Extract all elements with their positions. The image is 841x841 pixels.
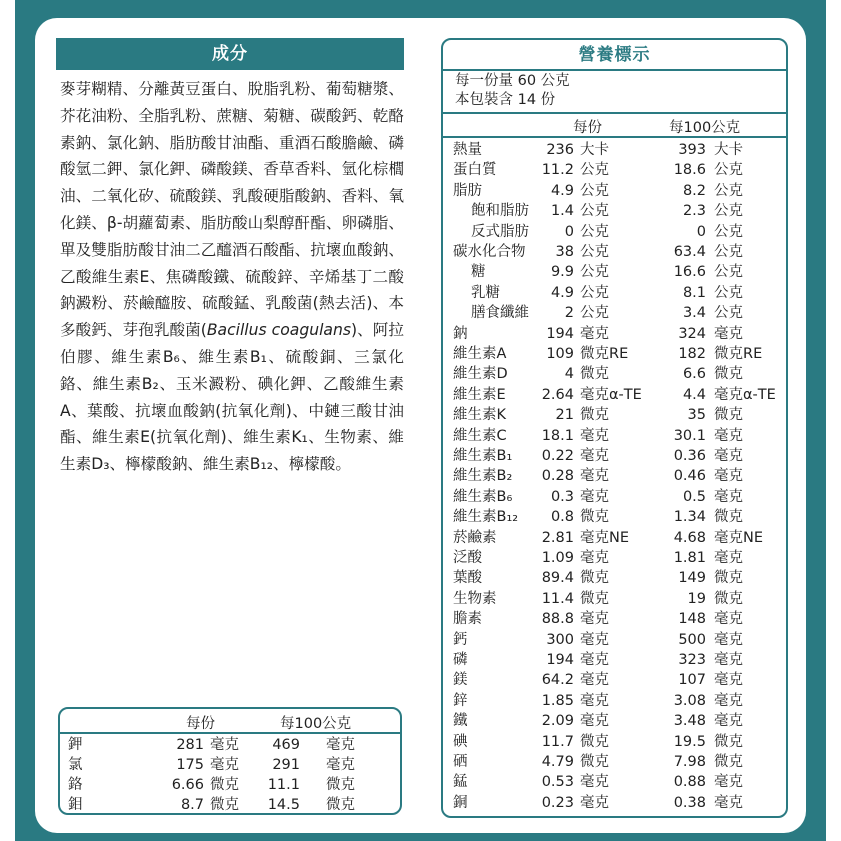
nutrient-unit-per-100: 毫克NE — [714, 529, 764, 546]
nutrition-row — [443, 711, 786, 731]
minerals-col-per-serving: 每份 — [186, 716, 215, 732]
nutrient-unit-per-serving: 毫克NE — [580, 529, 630, 546]
nutrient-value-per-100: 500 — [678, 631, 706, 648]
nutrient-unit-per-100: 毫克 — [714, 774, 743, 791]
mineral-unit-per-serving: 微克 — [210, 777, 239, 793]
nutrient-unit-per-serving: 毫克 — [580, 692, 609, 709]
mineral-value-per-100: 291 — [272, 757, 300, 773]
nutrient-value-per-serving: 300 — [546, 631, 574, 648]
nutrient-value-per-serving: 2.64 — [541, 386, 574, 403]
nutrient-value-per-100: 2.3 — [682, 203, 706, 220]
nutrition-row — [443, 732, 786, 752]
nutrient-value-per-100: 4.68 — [673, 529, 706, 546]
nutrition-row — [443, 609, 786, 629]
nutrient-unit-per-100: 毫克 — [714, 713, 743, 730]
nutrient-name: 鐵 — [453, 713, 468, 730]
nutrient-value-per-100: 3.48 — [673, 713, 706, 730]
nutrient-unit-per-serving: 毫克α-TE — [580, 386, 642, 403]
nutrition-header-rule — [443, 136, 786, 138]
nutrient-value-per-serving: 0.53 — [541, 774, 574, 791]
mineral-name: 鉬 — [68, 797, 83, 813]
mineral-value-per-serving: 175 — [176, 757, 204, 773]
nutrient-value-per-100: 63.4 — [673, 244, 706, 260]
nutrition-row — [443, 528, 786, 548]
nutrient-value-per-serving: 11.7 — [541, 733, 574, 750]
nutrient-unit-per-100: 毫克 — [714, 427, 743, 444]
nutrient-name: 維生素B₆ — [453, 488, 513, 505]
nutrient-value-per-serving: 4.9 — [550, 182, 574, 199]
nutrition-row — [443, 507, 786, 527]
nutrient-value-per-100: 149 — [678, 570, 706, 587]
nutrient-name: 磷 — [453, 652, 468, 668]
mineral-value-per-100: 11.1 — [267, 777, 300, 793]
minerals-row — [60, 795, 400, 815]
nutrient-name: 碘 — [453, 733, 468, 750]
nutrient-unit-per-100: 毫克 — [714, 631, 743, 648]
nutrient-unit-per-serving: 毫克 — [580, 325, 609, 342]
nutrient-unit-per-100: 毫克 — [714, 672, 743, 689]
nutrition-row — [443, 548, 786, 568]
nutrient-name: 鋅 — [453, 692, 468, 709]
nutrition-row — [443, 487, 786, 507]
nutrition-row — [443, 691, 786, 711]
nutrient-unit-per-100: 公克 — [714, 284, 743, 301]
nutrient-unit-per-serving: 微克 — [580, 570, 609, 587]
nutrient-value-per-serving: 0.3 — [550, 488, 574, 505]
nutrition-row — [443, 344, 786, 364]
nutrition-row — [443, 568, 786, 588]
nutrition-row — [443, 670, 786, 690]
nutrient-unit-per-100: 毫克 — [714, 325, 743, 342]
nutrient-unit-per-serving: 毫克 — [580, 488, 609, 505]
minerals-col-per-100: 每100公克 — [280, 716, 352, 732]
nutrient-unit-per-serving: 毫克 — [580, 550, 609, 566]
nutrient-name: 菸鹼素 — [453, 529, 497, 546]
nutrient-value-per-100: 16.6 — [673, 264, 706, 281]
mineral-value-per-100: 469 — [272, 737, 300, 753]
nutrient-name: 脂肪 — [453, 182, 482, 199]
minerals-table — [58, 707, 402, 815]
nutrient-unit-per-serving: 公克 — [580, 244, 609, 260]
nutrient-name: 葉酸 — [453, 570, 482, 587]
nutrient-name: 泛酸 — [453, 550, 482, 566]
nutrient-name: 維生素E — [453, 386, 506, 403]
nutrition-row — [443, 426, 786, 446]
nutrient-value-per-100: 19 — [687, 590, 706, 607]
nutrient-value-per-100: 6.6 — [682, 366, 706, 383]
nutrient-unit-per-100: 微克 — [714, 570, 743, 587]
mineral-name: 鉻 — [68, 777, 83, 793]
minerals-header — [60, 711, 400, 733]
nutrient-unit-per-100: 微克 — [714, 590, 743, 607]
nutrition-table — [441, 38, 788, 818]
nutrient-unit-per-serving: 公克 — [580, 284, 609, 301]
nutrient-unit-per-serving: 毫克 — [580, 611, 609, 628]
nutrient-name: 鈣 — [453, 631, 468, 648]
nutrient-unit-per-100: 微克RE — [714, 346, 763, 362]
nutrient-value-per-100: 8.1 — [682, 284, 706, 301]
nutrient-unit-per-serving: 毫克 — [580, 672, 609, 689]
minerals-row — [60, 775, 400, 795]
nutrient-name: 碳水化合物 — [453, 244, 526, 260]
mineral-unit-per-100: 毫克 — [326, 757, 355, 773]
nutrient-value-per-100: 324 — [678, 325, 706, 342]
nutrient-value-per-serving: 89.4 — [541, 570, 574, 587]
nutrient-value-per-100: 182 — [678, 346, 706, 362]
mineral-unit-per-100: 微克 — [326, 777, 355, 793]
ingredients-title: 成分 — [56, 38, 404, 70]
nutrient-value-per-100: 1.34 — [673, 509, 706, 526]
nutrient-name: 維生素D — [453, 366, 508, 383]
nutrient-value-per-serving: 38 — [555, 244, 574, 260]
ingredients-text-part1: 麥芽糊精、分離黃豆蛋白、脫脂乳粉、葡萄糖漿、芥花油粉、全脂乳粉、蔗糖、菊糖、碳酸鈣、乾酪素鈉、氯化鈉、脂肪酸甘油酯、重酒石酸膽鹼、磷酸氫二鉀、氯化鉀、磷酸鎂、香草香料、氫化棕櫚油、二氧化矽、硫酸鎂、乳酸硬脂酸鈉、香料、氧化鎂、β-胡蘿蔔素、脂肪酸山梨醇酐酯、卵磷脂、單及雙脂肪酸甘油二乙醯酒石酸酯、抗壞血酸鈉、乙酸維生素E、焦磷酸鐵、硫酸鋅、辛烯基丁二酸鈉澱粉、菸鹼醯胺、硫酸錳、乳酸菌(熱去活)、本多酸鈣、芽孢乳酸菌( — [60, 80, 404, 340]
nutrient-value-per-serving: 64.2 — [541, 672, 574, 689]
nutrient-name: 生物素 — [453, 590, 497, 607]
servings-per-pack: 本包裝含 14 份 — [455, 92, 556, 108]
nutrient-name: 錳 — [453, 774, 468, 791]
mineral-name: 鉀 — [68, 737, 83, 753]
nutrient-unit-per-100: 大卡 — [714, 142, 743, 158]
nutrient-name: 飽和脂肪 — [471, 203, 529, 220]
nutrient-value-per-100: 3.08 — [673, 692, 706, 709]
nutrient-value-per-100: 35 — [687, 407, 706, 424]
mineral-value-per-serving: 6.66 — [171, 777, 204, 793]
nutrient-value-per-100: 8.2 — [682, 182, 706, 199]
nutrient-value-per-100: 0.88 — [673, 774, 706, 791]
nutrient-unit-per-100: 毫克 — [714, 448, 743, 464]
nutrient-unit-per-serving: 微克 — [580, 754, 609, 770]
nutrition-row — [443, 650, 786, 670]
nutrient-unit-per-100: 微克 — [714, 407, 743, 424]
nutrient-name: 硒 — [453, 754, 468, 770]
nutrient-unit-per-serving: 微克 — [580, 366, 609, 383]
nutrient-unit-per-serving: 毫克 — [580, 468, 609, 485]
nutrition-row — [443, 262, 786, 282]
nutrient-value-per-serving: 4.79 — [541, 754, 574, 770]
nutrient-value-per-serving: 2 — [564, 305, 574, 322]
nutrient-unit-per-100: 公克 — [714, 223, 743, 240]
nutrient-name: 維生素K — [453, 407, 507, 424]
nutrient-unit-per-100: 公克 — [714, 182, 743, 199]
nutrient-value-per-serving: 0.23 — [541, 794, 574, 811]
nutrient-unit-per-serving: 微克 — [580, 509, 609, 526]
nutrient-value-per-serving: 4 — [564, 366, 574, 383]
nutrient-unit-per-serving: 公克 — [580, 223, 609, 240]
nutrient-value-per-serving: 21 — [555, 407, 574, 424]
nutrient-unit-per-serving: 微克 — [580, 590, 609, 607]
mineral-unit-per-serving: 毫克 — [210, 757, 239, 773]
nutrient-unit-per-100: 微克 — [714, 733, 743, 750]
nutrient-value-per-serving: 236 — [546, 142, 574, 158]
nutrient-value-per-100: 148 — [678, 611, 706, 628]
nutrient-value-per-serving: 2.09 — [541, 713, 574, 730]
nutrient-unit-per-serving: 微克 — [580, 733, 609, 750]
mineral-unit-per-100: 微克 — [326, 797, 355, 813]
nutrient-value-per-100: 0 — [696, 223, 706, 240]
nutrient-value-per-serving: 0.8 — [550, 509, 574, 526]
nutrient-name: 維生素B₂ — [453, 468, 513, 485]
nutrition-row — [443, 772, 786, 792]
mineral-value-per-100: 14.5 — [267, 797, 300, 813]
nutrient-unit-per-100: 公克 — [714, 305, 743, 322]
nutrient-unit-per-serving: 毫克 — [580, 774, 609, 791]
mineral-unit-per-100: 毫克 — [326, 737, 355, 753]
nutrient-unit-per-100: 毫克 — [714, 692, 743, 709]
minerals-row — [60, 735, 400, 755]
nutrient-unit-per-serving: 微克 — [580, 407, 609, 424]
nutrient-value-per-serving: 0 — [564, 223, 574, 240]
nutrient-name: 反式脂肪 — [471, 223, 529, 240]
nutrient-name: 銅 — [453, 794, 468, 811]
minerals-divider — [60, 732, 400, 734]
nutrient-value-per-serving: 194 — [546, 325, 574, 342]
nutrient-name: 膳食纖維 — [471, 305, 529, 322]
nutrient-unit-per-100: 公克 — [714, 203, 743, 220]
nutrition-row — [443, 793, 786, 813]
nutrition-col-per-100: 每100公克 — [669, 120, 741, 136]
nutrient-unit-per-100: 微克 — [714, 509, 743, 526]
nutrient-value-per-100: 7.98 — [673, 754, 706, 770]
nutrient-name: 乳糖 — [471, 284, 500, 301]
nutrient-name: 鎂 — [453, 672, 468, 689]
nutrition-row — [443, 181, 786, 201]
nutrient-name: 維生素C — [453, 427, 507, 444]
nutrient-value-per-100: 0.36 — [673, 448, 706, 464]
nutrition-row — [443, 201, 786, 221]
nutrient-name: 維生素A — [453, 346, 507, 362]
nutrient-name: 維生素B₁ — [453, 448, 513, 464]
nutrient-value-per-serving: 4.9 — [550, 284, 574, 301]
nutrient-value-per-serving: 0.28 — [541, 468, 574, 485]
nutrition-title-rule — [443, 69, 786, 71]
nutrient-value-per-serving: 1.4 — [550, 203, 574, 220]
nutrient-value-per-100: 107 — [678, 672, 706, 689]
nutrient-value-per-serving: 18.1 — [541, 427, 574, 444]
nutrition-title: 營養標示 — [578, 45, 651, 65]
nutrition-row — [443, 160, 786, 180]
ingredients-text — [60, 76, 404, 478]
nutrient-value-per-serving: 1.85 — [541, 692, 574, 709]
nutrient-value-per-serving: 109 — [546, 346, 574, 362]
mineral-value-per-serving: 281 — [176, 737, 204, 753]
nutrient-unit-per-100: 微克 — [714, 366, 743, 383]
nutrient-value-per-serving: 194 — [546, 652, 574, 668]
nutrition-row — [443, 466, 786, 486]
nutrient-unit-per-serving: 公克 — [580, 182, 609, 199]
nutrition-row — [443, 446, 786, 466]
nutrient-name: 糖 — [471, 264, 486, 281]
nutrient-unit-per-serving: 毫克 — [580, 652, 609, 668]
nutrient-value-per-100: 30.1 — [673, 427, 706, 444]
mineral-name: 氯 — [68, 757, 83, 773]
nutrition-serving-rule — [443, 112, 786, 114]
nutrient-value-per-100: 1.81 — [673, 550, 706, 566]
nutrient-unit-per-100: 毫克 — [714, 468, 743, 485]
nutrient-value-per-100: 323 — [678, 652, 706, 668]
nutrient-value-per-serving: 1.09 — [541, 550, 574, 566]
nutrient-value-per-100: 0.46 — [673, 468, 706, 485]
nutrient-value-per-100: 4.4 — [682, 386, 706, 403]
nutrient-name: 維生素B₁₂ — [453, 509, 519, 526]
nutrition-row — [443, 589, 786, 609]
nutrition-row — [443, 364, 786, 384]
nutrition-row — [443, 630, 786, 650]
nutrient-name: 膽素 — [453, 611, 482, 628]
nutrient-unit-per-serving: 微克RE — [580, 346, 629, 362]
nutrient-unit-per-100: 毫克 — [714, 794, 743, 811]
nutrient-unit-per-100: 毫克 — [714, 550, 743, 566]
nutrient-value-per-serving: 9.9 — [550, 264, 574, 281]
ingredients-text-latin: Bacillus coagulans — [206, 321, 351, 340]
nutrient-unit-per-100: 微克 — [714, 754, 743, 770]
nutrient-unit-per-serving: 公克 — [580, 203, 609, 220]
nutrition-row — [443, 242, 786, 262]
serving-size: 每一份量 60 公克 — [455, 73, 570, 89]
nutrient-unit-per-serving: 毫克 — [580, 427, 609, 444]
nutrient-unit-per-100: 毫克 — [714, 611, 743, 628]
nutrient-unit-per-serving: 毫克 — [580, 713, 609, 730]
minerals-row — [60, 755, 400, 775]
nutrient-unit-per-serving: 公克 — [580, 162, 609, 179]
nutrition-row — [443, 303, 786, 323]
mineral-unit-per-serving: 毫克 — [210, 737, 239, 753]
nutrition-row — [443, 283, 786, 303]
nutrition-row — [443, 405, 786, 425]
nutrition-col-per-serving: 每份 — [573, 120, 602, 136]
mineral-unit-per-serving: 微克 — [210, 797, 239, 813]
nutrient-value-per-serving: 88.8 — [541, 611, 574, 628]
nutrient-unit-per-100: 公克 — [714, 264, 743, 281]
ingredients-text-part2: )、阿拉伯膠、維生素B₆、維生素B₁、硫酸銅、三氯化鉻、維生素B₂、玉米澱粉、碘化鉀、乙酸維生素A、葉酸、抗壞血酸鈉(抗氧化劑)、中鏈三酸甘油酯、維生素E(抗氧化劑)、維生素K₁、生物素、維生素D₃、檸檬酸鈉、維生素B₁₂、檸檬酸。 — [60, 321, 404, 474]
nutrient-unit-per-serving: 毫克 — [580, 631, 609, 648]
nutrient-unit-per-serving: 毫克 — [580, 448, 609, 464]
nutrient-value-per-serving: 11.4 — [541, 590, 574, 607]
nutrient-unit-per-100: 毫克 — [714, 488, 743, 505]
nutrient-value-per-100: 18.6 — [673, 162, 706, 179]
nutrient-value-per-serving: 11.2 — [541, 162, 574, 179]
nutrient-unit-per-100: 公克 — [714, 162, 743, 179]
nutrient-value-per-100: 393 — [678, 142, 706, 158]
nutrition-row — [443, 385, 786, 405]
nutrient-name: 熱量 — [453, 142, 482, 158]
nutrient-unit-per-serving: 大卡 — [580, 142, 609, 158]
nutrient-unit-per-100: 毫克 — [714, 652, 743, 668]
nutrient-unit-per-serving: 公克 — [580, 264, 609, 281]
nutrient-unit-per-100: 公克 — [714, 244, 743, 260]
nutrient-value-per-serving: 0.22 — [541, 448, 574, 464]
nutrient-unit-per-serving: 公克 — [580, 305, 609, 322]
nutrition-row — [443, 140, 786, 160]
nutrient-value-per-serving: 2.81 — [541, 529, 574, 546]
nutrient-unit-per-serving: 毫克 — [580, 794, 609, 811]
nutrition-row — [443, 752, 786, 772]
nutrient-unit-per-100: 毫克α-TE — [714, 386, 776, 403]
nutrient-name: 鈉 — [453, 325, 468, 342]
nutrient-name: 蛋白質 — [453, 162, 497, 179]
nutrient-value-per-100: 19.5 — [673, 733, 706, 750]
mineral-value-per-serving: 8.7 — [180, 797, 204, 813]
nutrient-value-per-100: 0.5 — [682, 488, 706, 505]
nutrition-row — [443, 222, 786, 242]
nutrient-value-per-100: 0.38 — [673, 794, 706, 811]
nutrition-row — [443, 324, 786, 344]
nutrient-value-per-100: 3.4 — [682, 305, 706, 322]
